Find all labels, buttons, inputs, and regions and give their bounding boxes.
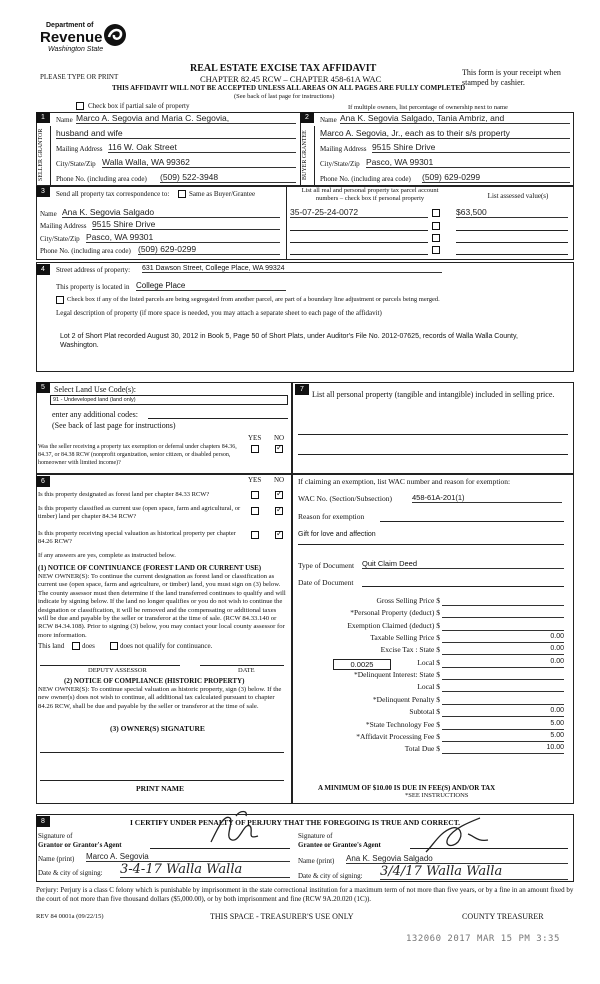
forest-yes-checkbox[interactable] bbox=[251, 491, 259, 499]
tax-row-value[interactable] bbox=[442, 695, 564, 705]
section-1-number: 1 bbox=[36, 112, 50, 123]
seller-mailing-field[interactable]: 116 W. Oak Street bbox=[108, 142, 296, 153]
partial-sale-checkbox[interactable] bbox=[76, 102, 84, 110]
tax-row-value[interactable]: 0.00 bbox=[442, 658, 564, 668]
assessed-header: List assessed value(s) bbox=[487, 192, 549, 200]
tax-row-value[interactable]: 0.00 bbox=[442, 707, 564, 717]
send-phone-label: Phone No. (including area code) bbox=[40, 247, 131, 255]
tax-row-value[interactable] bbox=[442, 621, 564, 631]
personal-property-label: List all personal property (tangible and intangible) included in selling price. bbox=[312, 390, 555, 399]
form-see-back: (See back of last page for instructions) bbox=[234, 93, 335, 100]
buyer-name-field[interactable]: Ana K. Segovia Salgado, Tania Ambriz, and bbox=[340, 113, 570, 124]
notice-compliance-text: NEW OWNER(S): To continue special valuation as historic property, sign (3) below. If the new owner(s) does not wish to continue, all additional tax calculated pursuant to chapter 84.26 RCW, shall be due and payable by the seller or transferor at the time of sale. bbox=[38, 686, 282, 710]
exemption-question: Was the seller receiving a property tax exemption or deferral under chapters 84.36, 84.37, or 84.38 RCW (nonprofit organization, senior citizen, or disabled person, homeowner with limited income)? bbox=[38, 444, 237, 466]
tax-row-label: Local $ bbox=[417, 658, 440, 667]
wac-number-label: WAC No. (Section/Subsection) bbox=[298, 494, 392, 503]
washington-state: Washington State bbox=[48, 46, 104, 53]
tax-row bbox=[298, 608, 568, 620]
seller-mailing-label: Mailing Address bbox=[56, 145, 103, 153]
tax-row-label: *State Technology Fee $ bbox=[365, 720, 440, 729]
parcel-number-field[interactable]: 35-07-25-24-0072 bbox=[290, 207, 428, 218]
land-use-label: Select Land Use Code(s): bbox=[54, 385, 136, 394]
send-city-field[interactable]: Pasco, WA 99301 bbox=[86, 232, 280, 243]
doc-type-field[interactable]: Quit Claim Deed bbox=[362, 559, 564, 569]
tax-row-value[interactable] bbox=[442, 682, 564, 692]
seller-phone-field[interactable]: (509) 522-3948 bbox=[160, 172, 296, 183]
street-address-field[interactable]: 631 Dawson Street, College Place, WA 99324 bbox=[142, 265, 442, 273]
notice-compliance-title: (2) NOTICE OF COMPLIANCE (HISTORIC PROPERTY) bbox=[64, 677, 245, 685]
street-address-label: Street address of property: bbox=[56, 266, 131, 274]
minimum-due-note: A MINIMUM OF $10.00 IS DUE IN FEE(S) AND/OR TAX bbox=[318, 784, 496, 792]
buyer-city-field[interactable]: Pasco, WA 99301 bbox=[366, 157, 570, 168]
seller-phone-label: Phone No. (including area code) bbox=[56, 175, 147, 183]
grantor-signature-label: Signature of bbox=[38, 832, 73, 840]
legal-description-label: Legal description of property (if more space is needed, you may attach a separate sheet to each page of the affidavit) bbox=[56, 309, 382, 317]
notice-continuance-text: NEW OWNER(S): To continue the current designation as forest land or classification as current use (open space, farm and agriculture, or timber) land, you must sign on (3) below. The county assessor must then determine if the land transferred continues to qualify and will indicate by signing below. If the land no longer qualifies or you do not wish to continue the designation or classification, it will be removed and the compensating or additional taxes will be due and payable by the seller or transferor at the time of sale. (RCW 84.33.140 or RCW 84.34.108). Prior to signing (3) below, you may contact your local county assessor for more information. bbox=[38, 573, 286, 639]
land-does-label: does bbox=[82, 642, 95, 650]
local-rate-field[interactable]: 0.0025 bbox=[333, 659, 391, 670]
send-city-label: City/State/Zip bbox=[40, 235, 80, 243]
located-in-field[interactable]: College Place bbox=[136, 281, 286, 291]
doc-date-label: Date of Document bbox=[298, 578, 354, 587]
section-4-box bbox=[36, 262, 574, 372]
section-8-number: 8 bbox=[36, 816, 50, 827]
wac-number-field[interactable]: 458-61A-201(1) bbox=[412, 493, 562, 503]
legal-description-text[interactable]: Lot 2 of Short Plat recorded August 30, 2012 in Book 5, Page 50 of Short Plats, under Auditor's File No. 2012-07625, records of Walla Walla County, Washington. bbox=[60, 333, 518, 349]
assessed-value-field[interactable]: $63,500 bbox=[456, 207, 568, 218]
additional-codes-label: enter any additional codes: bbox=[52, 410, 138, 419]
land-does-not-checkbox[interactable] bbox=[110, 642, 118, 650]
buyer-phone-label: Phone No. (including area code) bbox=[320, 175, 411, 183]
section-2-number: 2 bbox=[300, 112, 314, 123]
tax-row-value[interactable]: 5.00 bbox=[442, 732, 564, 742]
grantee-date-field[interactable]: 3/4/17 Walla Walla bbox=[380, 864, 568, 880]
seller-name-field-2[interactable]: husband and wife bbox=[56, 128, 296, 139]
grantee-signature-label: Signature of bbox=[298, 832, 333, 840]
owner-signature-label: (3) OWNER(S) SIGNATURE bbox=[110, 724, 205, 733]
send-mailing-field[interactable]: 9515 Shire Drive bbox=[92, 219, 280, 230]
section-3-number: 3 bbox=[36, 186, 50, 197]
buyer-phone-field[interactable]: (509) 629-0299 bbox=[422, 172, 570, 183]
s5-exemption-no-checkbox[interactable] bbox=[275, 445, 283, 453]
historical-question: Is this property receiving special valuation as historical property per chapter 84.26 RCW? bbox=[38, 530, 236, 545]
buyer-city-label: City/State/Zip bbox=[320, 160, 360, 168]
send-phone-field[interactable]: (509) 629-0299 bbox=[138, 244, 280, 255]
buyer-mailing-field[interactable]: 9515 Shire Drive bbox=[372, 142, 570, 153]
seller-name-field[interactable]: Marco A. Segovia and Maria C. Segovia, bbox=[76, 113, 296, 124]
same-as-buyer-label: Same as Buyer/Grantee bbox=[189, 190, 256, 198]
buyer-grantee-label: BUYER GRANTEE bbox=[302, 130, 308, 180]
tax-row-value[interactable]: 0.00 bbox=[442, 633, 564, 643]
historical-yes-checkbox[interactable] bbox=[251, 531, 259, 539]
if-yes-instructions: If any answers are yes, complete as instructed below. bbox=[38, 552, 176, 559]
section-6-number: 6 bbox=[36, 476, 50, 487]
tax-row-label: Gross Selling Price $ bbox=[376, 596, 440, 605]
multiple-owners-note: If multiple owners, list percentage of ownership next to name bbox=[348, 104, 508, 111]
tax-row-label: Taxable Selling Price $ bbox=[370, 633, 440, 642]
land-does-not-label: does not qualify for continuance. bbox=[120, 642, 213, 650]
land-does-checkbox[interactable] bbox=[72, 642, 80, 650]
forest-land-question: Is this property designated as forest land per chapter 84.33 RCW? bbox=[38, 491, 210, 498]
grantor-signature-label-2: Grantor or Grantor's Agent bbox=[38, 841, 122, 849]
partial-sale-label: Check box if partial sale of property bbox=[88, 102, 190, 110]
tax-row-label: *Personal Property (deduct) $ bbox=[350, 608, 440, 617]
s6-yes-header: YES bbox=[248, 476, 262, 484]
tax-row bbox=[298, 720, 568, 732]
tax-row-label: *Delinquent Penalty $ bbox=[372, 695, 440, 704]
section-4-number: 4 bbox=[36, 264, 50, 275]
current-use-question: Is this property classified as current use (open space, farm and agricultural, or timber) land per chapter 84.34 RCW? bbox=[38, 505, 241, 520]
tax-row-label: Exemption Claimed (deduct) $ bbox=[347, 621, 440, 630]
send-correspondence-label: Send all property tax correspondence to: bbox=[56, 190, 170, 198]
grantor-name-field[interactable]: Marco A. Segovia bbox=[86, 852, 290, 862]
segregated-checkbox[interactable] bbox=[56, 296, 64, 304]
dor-swirl-icon bbox=[102, 22, 128, 48]
perjury-statement: Perjury: Perjury is a class C felony which is punishable by imprisonment in the state correctional institution for a maximum term of not more than five years, or by a fine in an amount fixed by the court of not more than five thousand dollars ($5,000.00), or by both imprisonment and fine (RCW 9A.20.020 (1C)). bbox=[36, 886, 574, 903]
grantor-signature[interactable] bbox=[206, 808, 266, 850]
doc-type-label: Type of Document bbox=[298, 561, 355, 570]
receipt-note: This form is your receipt when stamped by cashier. bbox=[462, 68, 561, 87]
treasurer-stamp: 132060 2017 MAR 15 PM 3:35 bbox=[406, 934, 560, 944]
s5-exemption-yes-checkbox[interactable] bbox=[251, 445, 259, 453]
send-name-field[interactable]: Ana K. Segovia Salgado bbox=[62, 207, 280, 218]
tax-row bbox=[298, 596, 568, 608]
tax-row-value[interactable]: 0.00 bbox=[442, 645, 564, 655]
buyer-name-field-2[interactable]: Marco A. Segovia, Jr., each as to their s/s property bbox=[320, 128, 570, 139]
tax-row-label: Subtotal $ bbox=[409, 707, 440, 716]
seller-name-label: Name bbox=[56, 116, 73, 124]
grantee-name-label: Name (print) bbox=[298, 857, 335, 865]
forest-no-checkbox[interactable] bbox=[275, 491, 283, 499]
see-instructions-note: *SEE INSTRUCTIONS bbox=[405, 792, 469, 799]
grantor-date-field[interactable]: 3-4-17 Walla Walla bbox=[120, 862, 290, 878]
tax-row-label: Local $ bbox=[417, 682, 440, 691]
tax-row bbox=[298, 645, 568, 657]
tax-row bbox=[298, 732, 568, 744]
historical-no-checkbox[interactable] bbox=[275, 531, 283, 539]
parcel-1-personal-checkbox[interactable] bbox=[432, 209, 440, 217]
grantee-name-field[interactable]: Ana K. Segovia Salgado bbox=[346, 854, 568, 864]
grantor-date-label: Date & city of signing: bbox=[38, 869, 103, 877]
tax-row bbox=[298, 621, 568, 633]
seller-city-field[interactable]: Walla Walla, WA 99362 bbox=[102, 157, 296, 168]
section-7-number: 7 bbox=[295, 384, 309, 395]
form-title: REAL ESTATE EXCISE TAX AFFIDAVIT bbox=[190, 63, 377, 74]
land-use-select[interactable]: 91 - Undeveloped land (land only) bbox=[50, 395, 288, 405]
dor-logo bbox=[40, 22, 132, 64]
notice-continuance-title: (1) NOTICE OF CONTINUANCE (FOREST LAND OR CURRENT USE) bbox=[38, 564, 262, 572]
grantor-name-label: Name (print) bbox=[38, 855, 75, 863]
revenue-wordmark: Revenue bbox=[40, 29, 103, 46]
section-5-number: 5 bbox=[36, 382, 50, 393]
exemption-claim-label: If claiming an exemption, list WAC number and reason for exemption: bbox=[298, 477, 511, 486]
form-chapter: CHAPTER 82.45 RCW – CHAPTER 458-61A WAC bbox=[200, 74, 382, 84]
tax-row-value[interactable] bbox=[442, 608, 564, 618]
s6-no-header: NO bbox=[274, 476, 285, 484]
treasurer-space-label: THIS SPACE - TREASURER'S USE ONLY bbox=[210, 912, 354, 921]
grantee-date-label: Date & city of signing: bbox=[298, 872, 363, 880]
tax-row bbox=[298, 695, 568, 707]
tax-row-label: *Delinquent Interest: State $ bbox=[353, 670, 440, 679]
form-warning: THIS AFFIDAVIT WILL NOT BE ACCEPTED UNLESS ALL AREAS ON ALL PAGES ARE FULLY COMPLETED bbox=[112, 84, 466, 92]
parcel-4-personal-checkbox[interactable] bbox=[432, 246, 440, 254]
parcel-3-personal-checkbox[interactable] bbox=[432, 234, 440, 242]
s5-no-header: NO bbox=[274, 434, 285, 442]
tax-row bbox=[298, 682, 568, 694]
current-use-yes-checkbox[interactable] bbox=[251, 507, 259, 515]
tax-row bbox=[298, 707, 568, 719]
reason-exemption-label: Reason for exemption bbox=[298, 512, 365, 521]
county-treasurer-label: COUNTY TREASURER bbox=[462, 912, 544, 921]
dept-of: Department of bbox=[46, 22, 94, 29]
deputy-assessor-label: DEPUTY ASSESSOR bbox=[88, 667, 147, 674]
parcel-header: List all real and personal property tax parcel account numbers – check box if personal property bbox=[301, 187, 439, 202]
print-name-label: PRINT NAME bbox=[136, 784, 184, 793]
same-as-buyer-checkbox[interactable] bbox=[178, 190, 186, 198]
s5-yes-header: YES bbox=[248, 434, 262, 442]
send-name-label: Name bbox=[40, 210, 57, 218]
segregated-label: Check box if any of the listed parcels are being segregated from another parcel, are part of a boundary line adjustment or parcels being merged. bbox=[67, 296, 440, 303]
buyer-mailing-label: Mailing Address bbox=[320, 145, 367, 153]
tax-row bbox=[298, 633, 568, 645]
parcel-2-personal-checkbox[interactable] bbox=[432, 222, 440, 230]
this-land-label: This land bbox=[38, 642, 65, 650]
send-mailing-label: Mailing Address bbox=[40, 222, 87, 230]
tax-row-value[interactable]: 10.00 bbox=[442, 744, 564, 754]
tax-row-value[interactable] bbox=[442, 670, 564, 680]
form-revision: REV 84 0001a (09/22/15) bbox=[36, 913, 104, 920]
seller-city-label: City/State/Zip bbox=[56, 160, 96, 168]
tax-row-value[interactable] bbox=[442, 596, 564, 606]
grantee-signature-label-2: Grantee or Grantee's Agent bbox=[298, 841, 381, 849]
located-in-label: This property is located in bbox=[56, 283, 130, 291]
tax-row-label: Excise Tax : State $ bbox=[380, 645, 440, 654]
buyer-name-label: Name bbox=[320, 116, 337, 124]
tax-row bbox=[298, 744, 568, 756]
tax-row-value[interactable]: 5.00 bbox=[442, 720, 564, 730]
certify-statement: I CERTIFY UNDER PENALTY OF PERJURY THAT THE FOREGOING IS TRUE AND CORRECT. bbox=[130, 818, 461, 827]
deputy-date-label: DATE bbox=[238, 667, 255, 674]
land-use-see-back: (See back of last page for instructions) bbox=[52, 421, 176, 430]
reason-exemption-value[interactable]: Gift for love and affection bbox=[298, 531, 376, 538]
current-use-no-checkbox[interactable] bbox=[275, 507, 283, 515]
tax-row-label: *Affidavit Processing Fee $ bbox=[356, 732, 440, 741]
seller-grantor-label: SELLER GRANTOR bbox=[38, 128, 44, 182]
please-type: PLEASE TYPE OR PRINT bbox=[40, 73, 119, 81]
tax-row bbox=[298, 670, 568, 682]
tax-row-label: Total Due $ bbox=[404, 744, 440, 753]
